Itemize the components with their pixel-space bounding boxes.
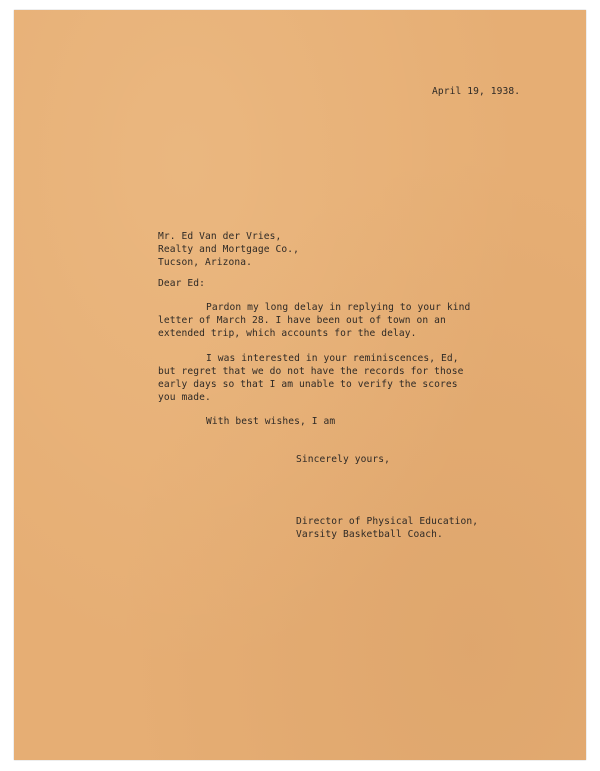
recipient-line-3: Tucson, Arizona. [158, 257, 253, 268]
signature-line-2: Varsity Basketball Coach. [296, 529, 443, 540]
recipient-line-2: Realty and Mortgage Co., [158, 244, 300, 255]
salutation: Dear Ed: [158, 278, 206, 289]
letter-date: April 19, 1938. [432, 86, 521, 97]
paragraph-2-line-4: you made. [158, 392, 211, 403]
paragraph-2-line-3: early days so that I am unable to verify the scores [158, 379, 458, 390]
signature-line-1: Director of Physical Education, [296, 516, 479, 527]
paragraph-2-line-1: I was interested in your reminiscences, Ed, [206, 353, 459, 364]
paragraph-2-line-2: but regret that we do not have the records for those [158, 366, 464, 377]
closing: Sincerely yours, [296, 454, 391, 465]
recipient-line-1: Mr. Ed Van der Vries, [158, 231, 282, 242]
paragraph-1-line-2: letter of March 28. I have been out of town on an [158, 315, 446, 326]
letter-page [14, 10, 586, 760]
paragraph-1-line-3: extended trip, which accounts for the delay. [158, 328, 417, 339]
paragraph-3: With best wishes, I am [206, 416, 336, 427]
paragraph-1-line-1: Pardon my long delay in replying to your kind [206, 302, 471, 313]
